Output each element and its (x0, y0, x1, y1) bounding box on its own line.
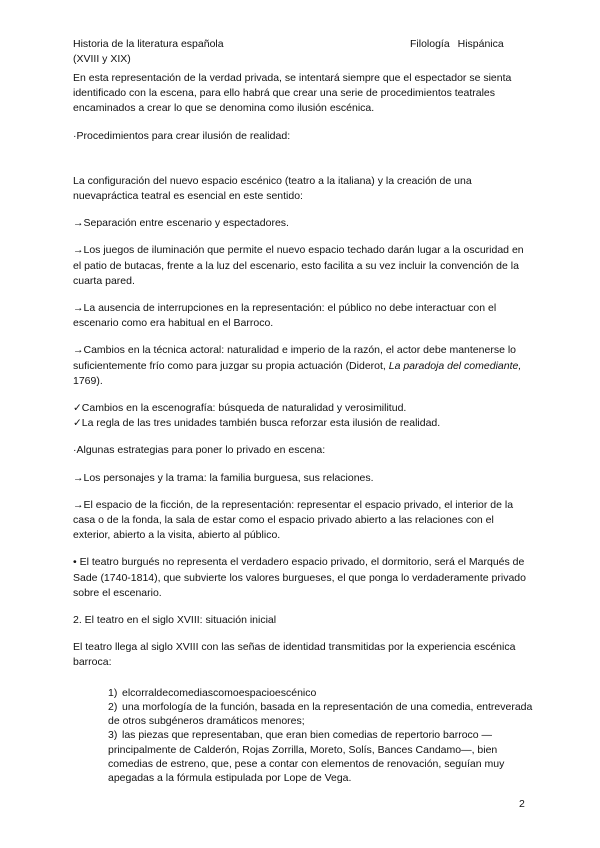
list-item (108, 728, 533, 785)
list-item-number: 1) (108, 686, 118, 699)
list-item-text: elcorraldecomediascomoespacioescénico (122, 686, 317, 699)
list-item-number: 3) (108, 729, 118, 742)
document-body (73, 71, 533, 785)
item-personajes: →Los personajes y la trama: la familia burguesa, sus relaciones. (73, 471, 374, 484)
actoral-text-2: 1769). (73, 374, 103, 387)
list-item-text: una morfología de la función, basada en la representación de una comedia, entreverada de otros subgéneros dramáticos menores; (108, 700, 533, 728)
section-2-heading: 2. El teatro en el siglo XVIII: situación inicial (73, 614, 277, 627)
paragraph-siglo-xviii: El teatro llega al siglo XVIII con las señas de identidad transmitidas por la experiencia escénica barroca: (73, 641, 516, 669)
item-tecnica-actoral (73, 343, 533, 389)
paragraph-configuracion: La configuración del nuevo espacio escénico (teatro a la italiana) y la creación de una nuevapráctica teatral es esencial en este sentido: (73, 174, 472, 203)
item-espacio-ficcion: →El espacio de la ficción, de la representación: representar el espacio privado, el interior de la casa o de la fonda, la sala de estar como el espacio privado abierto a las relaciones con el exterior, abierto a la visita, abierto al público. (73, 498, 514, 542)
actoral-book-title: La paradoja del comediante, (388, 359, 522, 372)
item-interrupciones: →La ausencia de interrupciones en la representación: el público no debe interactuar con el escenario como era habitual en el Barroco. (73, 302, 497, 330)
header-course-period: (XVIII y XIX) (73, 53, 131, 65)
procedimientos-heading: ·Procedimientos para crear ilusión de realidad: (73, 129, 291, 142)
list-item-text: las piezas que representaban, que eran bien comedias de repertorio barroco —principalmente de Calderón, Rojas Zorrilla, Moreto, Solís, Bances Candamo—, bien comedias de estreno, que, pese a contar con elementos de renovación, seguían muy apegadas a la fórmula estipulada por Lope de Vega. (108, 729, 505, 784)
bullet-teatro-burgues: • El teatro burgués no representa el verdadero espacio privado, el dormitorio, será el Marqués de Sade (1740-1814), que subvierte los valores burgueses, el que ponga lo verdaderamente privado sobre el escenario. (73, 556, 526, 599)
header-department: Filología Hispánica (410, 38, 504, 50)
check-tres-unidades: ✓La regla de las tres unidades también busca reforzar esta ilusión de realidad. (73, 417, 441, 430)
list-item (108, 700, 533, 728)
header-course-title: Historia de la literatura española (73, 38, 224, 50)
actoral-text-1: →Cambios en la técnica actoral: naturalidad e imperio de la razón, el actor debe mantenerse lo suficientemente frío como para juzgar su propia actuación (Diderot, (73, 344, 516, 372)
item-iluminacion: →Los juegos de iluminación que permite el nuevo espacio techado darán lugar a la oscuridad en el patio de butacas, frente a la luz del escenario, esto facilita a su vez incluir la convención de la cuarta pared. (73, 244, 524, 287)
check-escenografia: ✓Cambios en la escenografía: búsqueda de naturalidad y verosimilitud. (73, 402, 407, 415)
item-separacion: →Separación entre escenario y espectadores. (73, 217, 289, 230)
page-number: 2 (519, 798, 525, 810)
numbered-list (73, 686, 533, 785)
paragraph-intro: En esta representación de la verdad privada, se intentará siempre que el espectador se sienta identificado con la escena, para ello habrá que crear una serie de procedimientos teatrales encaminados a crear lo que se denomina como ilusión escénica. (73, 72, 512, 115)
estrategias-heading: ·Algunas estrategias para poner lo privado en escena: (73, 444, 326, 457)
header-course (73, 37, 224, 67)
list-item-number: 2) (108, 700, 118, 713)
list-item (108, 686, 533, 700)
